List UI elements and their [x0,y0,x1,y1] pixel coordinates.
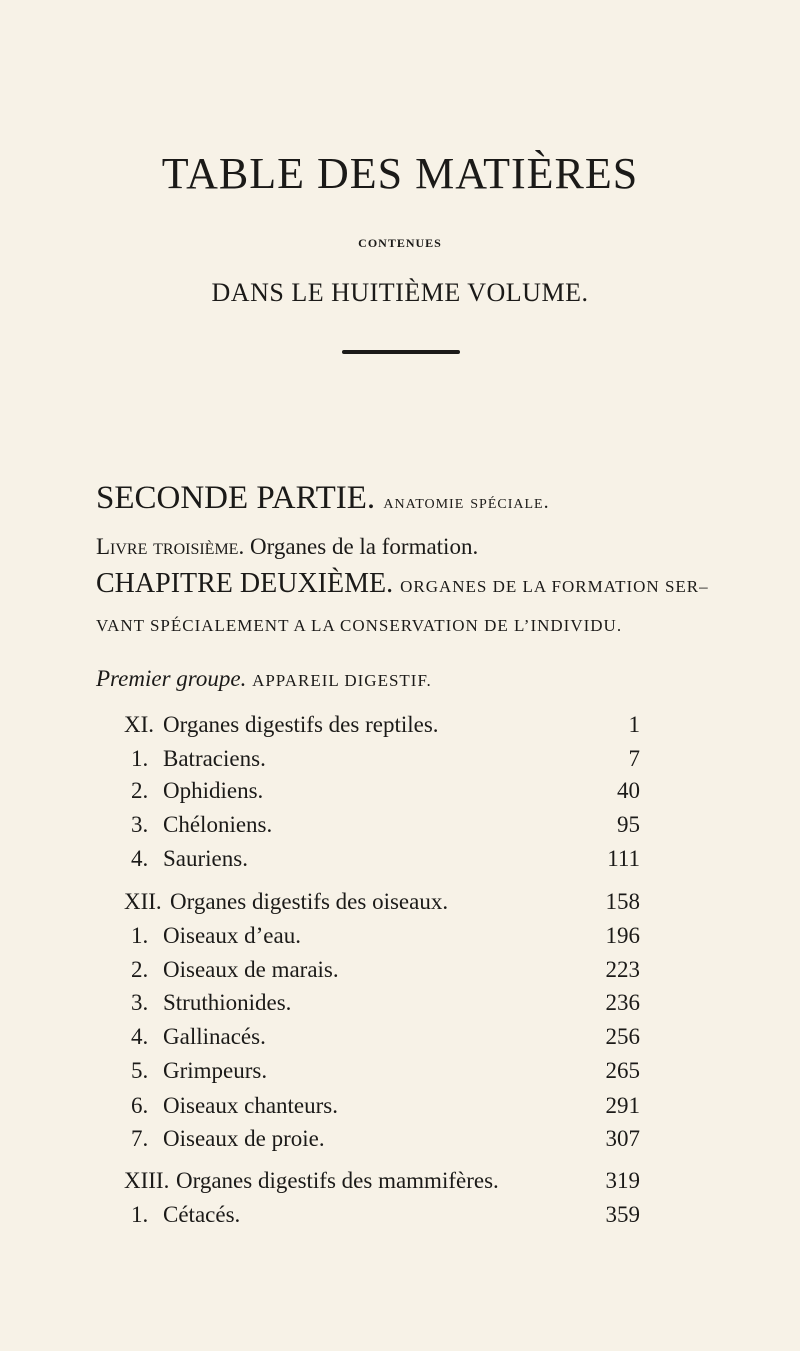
page-title: TABLE DES MATIÈRES [161,149,639,198]
part-heading [96,480,550,517]
toc-entry-label: Batraciens. [163,746,266,771]
toc-entry [0,957,800,993]
toc-entry-label: Struthionides. [163,990,292,1015]
toc-entry-number: 5. [131,1058,149,1083]
toc-entry-label: Grimpeurs. [163,1058,268,1083]
book-text: Organes de la formation. [249,534,479,559]
toc-entry [0,1202,800,1238]
toc-entry [0,846,800,882]
toc-entry-page: 319 [605,1168,640,1193]
toc-entry [0,778,800,814]
group-text: APPAREIL DIGESTIF. [252,671,432,690]
toc-entry [0,1024,800,1060]
toc-entry [0,1093,800,1129]
toc-entry-label: Organes digestifs des reptiles. [163,712,439,737]
toc-entry-label: Oiseaux d’eau. [163,923,301,948]
toc-entry-number: 1. [131,746,149,771]
toc-entry-page: 265 [605,1058,640,1083]
toc-entry-number: 4. [131,1024,149,1049]
toc-entry-label: Gallinacés. [163,1024,266,1049]
divider-rule [342,350,460,354]
toc-entry-number: XI. [124,712,155,737]
toc-entry-page: 7 [628,746,640,771]
toc-entry-label: Oiseaux de marais. [163,957,339,982]
toc-entry [0,889,800,925]
toc-entry-page: 158 [605,889,640,914]
part-title: SECONDE PARTIE. [96,480,376,516]
chapter-text-line1: ORGANES DE LA FORMATION SER– [400,577,709,596]
toc-entry-label: Chéloniens. [163,812,273,837]
toc-entry-page: 223 [605,957,640,982]
toc-entry-page: 196 [605,923,640,948]
group-heading [96,666,432,692]
toc-entry [0,923,800,959]
toc-entry-label: Sauriens. [163,846,248,871]
group-label: Premier groupe. [96,666,247,691]
toc-entry-number: 7. [131,1126,149,1151]
toc-entry-page: 291 [605,1093,640,1118]
toc-entry-page: 1 [628,712,640,737]
toc-entry [0,990,800,1026]
toc-entry [0,746,800,782]
toc-entry-page: 256 [605,1024,640,1049]
chapter-text-line2: VANT SPÉCIALEMENT A LA CONSERVATION DE L’INDIVIDU. [96,616,623,635]
toc-entry-number: 1. [131,1202,149,1227]
subtitle: CONTENUES [358,236,442,250]
toc-entry-page: 40 [617,778,640,803]
toc-entry [0,812,800,848]
volume-heading: DANS LE HUITIÈME VOLUME. [211,278,589,307]
toc-entry-number: 2. [131,778,149,803]
toc-entry-label: Cétacés. [163,1202,241,1227]
toc-entry [0,712,800,748]
toc-entry-page: 236 [605,990,640,1015]
toc-entry [0,1126,800,1162]
chapter-heading [96,568,709,600]
toc-entry-number: 3. [131,812,149,837]
chapter-label: CHAPITRE DEUXIÈME. [96,568,394,599]
book-heading [96,534,478,560]
toc-entry [0,1058,800,1094]
toc-entry-label: Organes digestifs des mammifères. [176,1168,499,1193]
part-subtitle: anatomie spéciale. [383,491,550,513]
toc-entry-number: 1. [131,923,149,948]
toc-entry [0,1168,800,1204]
toc-entry-number: 2. [131,957,149,982]
toc-entry-number: 3. [131,990,149,1015]
toc-entry-page: 95 [617,812,640,837]
toc-entry-number: XIII. [124,1168,170,1193]
toc-entry-page: 111 [607,846,640,871]
toc-entry-page: 307 [605,1126,640,1151]
toc-entry-label: Ophidiens. [163,778,264,803]
toc-entry-label: Oiseaux de proie. [163,1126,325,1151]
toc-entry-label: Oiseaux chanteurs. [163,1093,338,1118]
toc-entry-label: Organes digestifs des oiseaux. [170,889,449,914]
toc-entry-number: 4. [131,846,149,871]
toc-entry-page: 359 [605,1202,640,1227]
book-label: Livre troisième. [96,534,245,559]
toc-entry-number: 6. [131,1093,149,1118]
toc-entry-number: XII. [124,889,162,914]
